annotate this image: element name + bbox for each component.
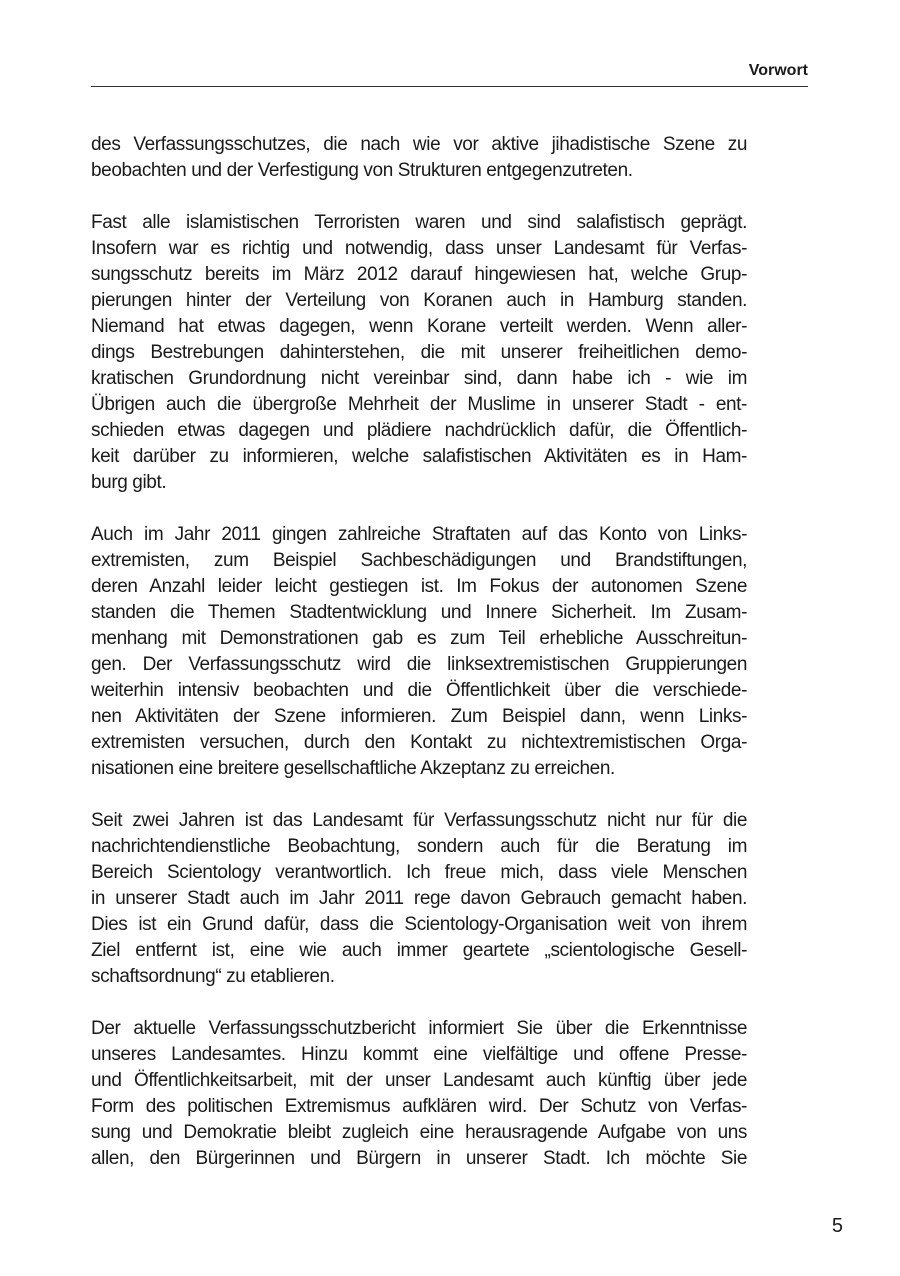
text-line: sung und Demokratie bleibt zugleich eine herausragende Aufgabe von uns: [91, 1122, 747, 1143]
page-number: 5: [831, 1215, 843, 1237]
text-line: Niemand hat etwas dagegen, wenn Korane verteilt werden. Wenn aller-: [91, 316, 747, 337]
text-line: Seit zwei Jahren ist das Landesamt für Verfassungsschutz nicht nur für die: [91, 810, 747, 831]
paragraph-1: [91, 132, 747, 184]
text-line: beobachten und der Verfestigung von Strukturen entgegenzutreten.: [91, 160, 633, 181]
text-line: und Öffentlichkeitsarbeit, mit der unser Landesamt auch künftig über jede: [91, 1070, 747, 1091]
text-line: Fast alle islamistischen Terroristen waren und sind salafistisch geprägt.: [91, 212, 747, 233]
body-text: [91, 132, 747, 1198]
paragraph-2: [91, 210, 747, 496]
text-line: Übrigen auch die übergroße Mehrheit der Muslime in unserer Stadt - ent-: [91, 394, 747, 415]
text-line: extremisten, zum Beispiel Sachbeschädigungen und Brandstiftungen,: [91, 550, 747, 571]
text-line: Insofern war es richtig und notwendig, dass unser Landesamt für Verfas-: [91, 238, 747, 259]
running-header: [91, 60, 808, 87]
text-line: extremisten versuchen, durch den Kontakt zu nichtextremistischen Orga-: [91, 732, 747, 753]
text-line: keit darüber zu informieren, welche salafistischen Aktivitäten es in Ham-: [91, 446, 747, 467]
text-line: sungsschutz bereits im März 2012 darauf hingewiesen hat, welche Grup-: [91, 264, 747, 285]
section-title: Vorwort: [748, 62, 808, 79]
text-line: nachrichtendienstliche Beobachtung, sondern auch für die Beratung im: [91, 836, 747, 857]
text-line: gen. Der Verfassungsschutz wird die linksextremistischen Gruppierungen: [91, 654, 747, 675]
text-line: weiterhin intensiv beobachten und die Öffentlichkeit über die verschiede-: [91, 680, 747, 701]
text-line: allen, den Bürgerinnen und Bürgern in unserer Stadt. Ich möchte Sie: [91, 1148, 747, 1169]
text-line: Ziel entfernt ist, eine wie auch immer geartete „scientologische Gesell-: [91, 940, 747, 961]
text-line: des Verfassungsschutzes, die nach wie vor aktive jihadistische Szene zu: [91, 134, 747, 155]
text-line: Bereich Scientology verantwortlich. Ich freue mich, dass viele Menschen: [91, 862, 747, 883]
text-line: burg gibt.: [91, 472, 167, 493]
text-line: unseres Landesamtes. Hinzu kommt eine vielfältige und offene Presse-: [91, 1044, 747, 1065]
text-line: Auch im Jahr 2011 gingen zahlreiche Straftaten auf das Konto von Links-: [91, 524, 747, 545]
text-line: menhang mit Demonstrationen gab es zum Teil erhebliche Ausschreitun-: [91, 628, 747, 649]
text-line: Form des politischen Extremismus aufklären wird. Der Schutz von Verfas-: [91, 1096, 747, 1117]
text-line: kratischen Grundordnung nicht vereinbar sind, dann habe ich - wie im: [91, 368, 747, 389]
text-line: schaftsordnung“ zu etablieren.: [91, 966, 335, 987]
text-line: Dies ist ein Grund dafür, dass die Scientology-Organisation weit von ihrem: [91, 914, 747, 935]
paragraph-5: [91, 1016, 747, 1172]
text-line: nen Aktivitäten der Szene informieren. Zum Beispiel dann, wenn Links-: [91, 706, 747, 727]
text-line: nisationen eine breitere gesellschaftliche Akzeptanz zu erreichen.: [91, 758, 615, 779]
text-line: dings Bestrebungen dahinterstehen, die mit unserer freiheitlichen demo-: [91, 342, 747, 363]
paragraph-4: [91, 808, 747, 990]
text-line: Der aktuelle Verfassungsschutzbericht informiert Sie über die Erkenntnisse: [91, 1018, 747, 1039]
text-line: deren Anzahl leider leicht gestiegen ist. Im Fokus der autonomen Szene: [91, 576, 747, 597]
text-line: pierungen hinter der Verteilung von Koranen auch in Hamburg standen.: [91, 290, 747, 311]
text-line: standen die Themen Stadtentwicklung und Innere Sicherheit. Im Zusam-: [91, 602, 747, 623]
text-line: in unserer Stadt auch im Jahr 2011 rege davon Gebrauch gemacht haben.: [91, 888, 747, 909]
paragraph-3: [91, 522, 747, 782]
text-line: schieden etwas dagegen und plädiere nachdrücklich dafür, die Öffentlich-: [91, 420, 747, 441]
